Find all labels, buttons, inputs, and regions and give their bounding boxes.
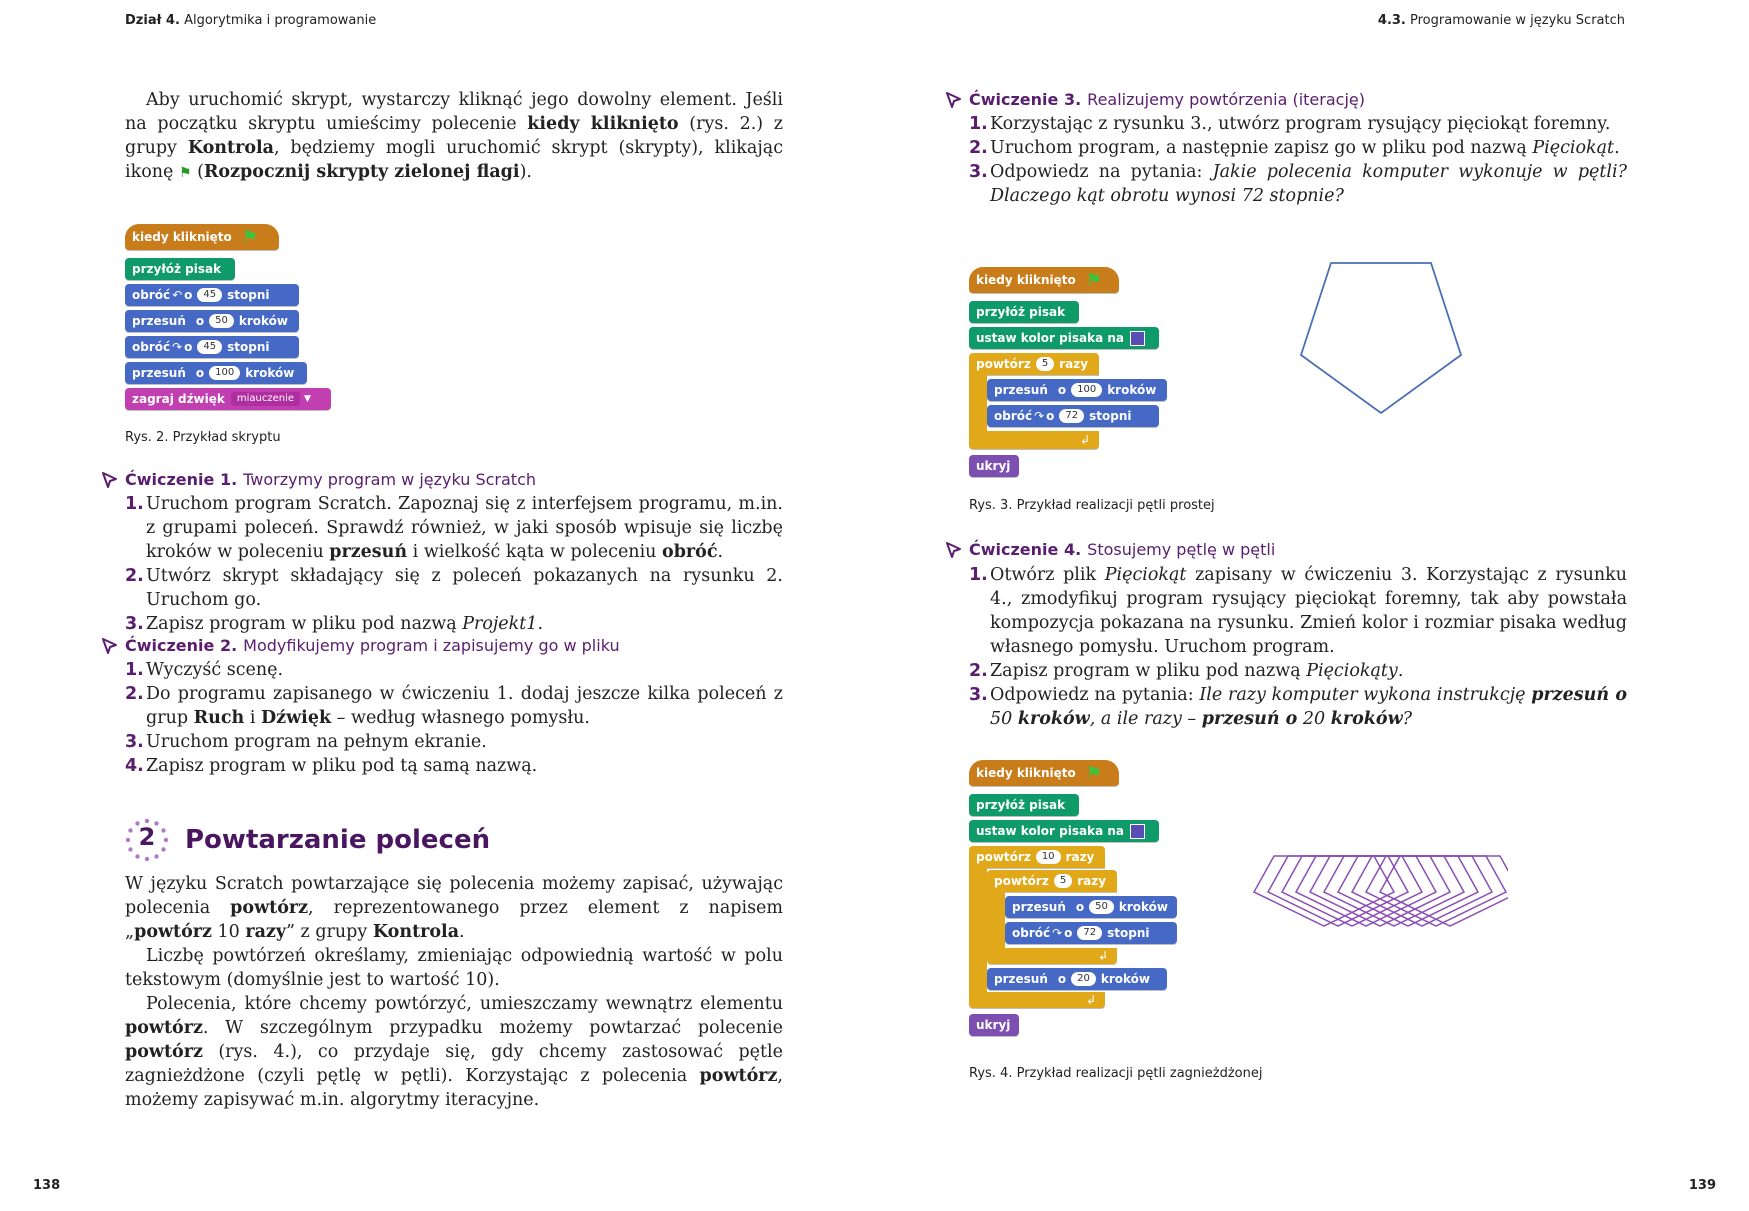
block-repeat: powtórz 5 razy	[969, 353, 1099, 375]
figure-3-caption: Rys. 3. Przykład realizacji pętli prostej	[969, 498, 1215, 513]
block-move: przesuń o 20 kroków	[987, 968, 1167, 990]
block-pen-down: przyłóż pisak	[969, 794, 1079, 816]
green-flag-icon: ⚑	[241, 226, 258, 248]
rotate-right-icon: ↷	[1052, 926, 1063, 940]
repeat-outer-end	[969, 992, 1105, 1008]
pentagon-drawing	[1295, 256, 1470, 416]
list-item: 2. Zapisz program w pliku pod nazwą Pięciokąty.	[969, 661, 1404, 681]
block-repeat-outer: powtórz 10 razy	[969, 846, 1105, 868]
rotate-right-icon: ↷	[1034, 409, 1045, 423]
block-turn-right: obróć ↷ o 72 stopni	[1005, 922, 1177, 944]
green-flag-icon: ⚑	[1085, 762, 1102, 784]
section-2-heading	[125, 818, 490, 862]
figure-2-caption: Rys. 2. Przykład skryptu	[125, 430, 281, 445]
block-set-pen-color: ustaw kolor pisaka na	[969, 327, 1159, 349]
list-item: 3. Zapisz program w pliku pod nazwą Projekt1.	[125, 614, 544, 634]
rotate-left-icon: ↶	[172, 288, 183, 302]
exercise-2-title: Ćwiczenie 2. Modyfikujemy program i zapisujemy go w pliku	[125, 636, 620, 655]
list-item: 1. Wyczyść scenę.	[125, 660, 284, 680]
block-play-sound: zagraj dźwięk miauczenie ▼	[125, 388, 331, 410]
loop-arrow-icon: ↲	[1097, 949, 1108, 963]
figure-2-script	[125, 212, 345, 422]
running-header-left: Dział 4. Algorytmika i programowanie	[125, 13, 377, 28]
repeat-c-bar	[969, 375, 987, 433]
block-when-clicked: kiedy kliknięto ⚑	[969, 267, 1119, 293]
exercise-1-title: Ćwiczenie 1. Tworzymy program w języku Scratch	[125, 470, 536, 489]
list-item: 1. Korzystając z rysunku 3., utwórz program rysujący pięciokąt foremny.	[969, 114, 1611, 134]
loop-arrow-icon: ↲	[1079, 433, 1090, 447]
exercise-3-title: Ćwiczenie 3. Realizujemy powtórzenia (iterację)	[969, 90, 1365, 109]
block-pen-down: przyłóż pisak	[969, 301, 1079, 323]
section-2-body: W języku Scratch powtarzające się polecenia możemy zapisać, używając polecenia powtórz, reprezentowanego przez element z napisem „powtórz 10 razy” z grupy Kontrola. Liczbę powtórzeń określamy, zmieniając odpowiednią wartość w polu tekstowym (domyślnie jest to wartość 10). Polecenia, które chcemy powtórzyć, umieszczamy wewnątrz elementu powtórz. W szczególnym przypadku możemy powtarzać polecenie powtórz (rys. 4.), co przydaje się, gdy chcemy zastosować pętle zagnieżdżone (czyli pętlę w pętli). Korzystając z polecenia powtórz, możemy zapisywać m.in. algorytmy iteracyjne.	[125, 874, 783, 1110]
block-pen-down: przyłóż pisak	[125, 258, 235, 280]
list-item: 3. Odpowiedz na pytania: Ile razy komputer wykona instrukcję przesuń o 50 kroków, a ile razy – przesuń o 20 kroków?	[969, 685, 1627, 729]
dropdown-arrow-icon: ▼	[304, 394, 311, 404]
list-item: 2. Do programu zapisanego w ćwiczeniu 1. dodaj jeszcze kilka poleceń z grup Ruch i Dźwięk – według własnego pomysłu.	[125, 684, 783, 728]
cursor-icon	[99, 637, 121, 655]
block-when-clicked: kiedy kliknięto ⚑	[125, 224, 279, 250]
block-move: przesuń o 50 kroków	[125, 310, 299, 332]
list-item: 2. Uruchom program, a następnie zapisz go w pliku pod nazwą Pięciokąt.	[969, 138, 1620, 158]
repeat-outer-c-bar	[969, 868, 987, 1000]
running-header-right: 4.3. Programowanie w języku Scratch	[1377, 13, 1625, 28]
exercise-4-list	[969, 563, 1627, 731]
block-turn-right: obróć ↷ o 45 stopni	[125, 336, 299, 358]
list-item: 3. Uruchom program na pełnym ekranie.	[125, 732, 487, 752]
block-move: przesuń o 100 kroków	[125, 362, 307, 384]
list-item: 1. Uruchom program Scratch. Zapoznaj się z interfejsem programu, m.in. z grupami poleceń. Sprawdź również, w jaki sposób wpisuje się liczbę kroków w poleceniu przesuń i wielkość kąta w poleceniu obróć.	[125, 494, 783, 562]
section-number-badge: 2	[125, 818, 169, 862]
cursor-icon	[943, 541, 965, 559]
repeat-inner-c-bar	[987, 892, 1005, 950]
pentagon-shape	[1301, 263, 1461, 413]
block-repeat-inner: powtórz 5 razy	[987, 870, 1117, 892]
block-move: przesuń o 50 kroków	[1005, 896, 1177, 918]
block-turn-right: obróć ↷ o 72 stopni	[987, 405, 1159, 427]
figure-3-script	[969, 255, 1189, 495]
block-turn-left: obróć ↶ o 45 stopni	[125, 284, 299, 306]
repeat-inner-end	[987, 948, 1117, 964]
green-flag-icon: ⚑	[178, 165, 192, 181]
figure-4-script	[969, 748, 1189, 1048]
block-set-pen-color: ustaw kolor pisaka na	[969, 820, 1159, 842]
section-title: Powtarzanie poleceń	[185, 825, 491, 855]
list-item: 3. Odpowiedz na pytania: Jakie polecenia komputer wykonuje w pętli? Dlaczego kąt obrotu wynosi 72 stopnie?	[969, 162, 1627, 206]
exercise-1-list	[125, 492, 783, 636]
list-item: 4. Zapisz program w pliku pod tą samą nazwą.	[125, 756, 538, 776]
page-number-right: 139	[1688, 1178, 1716, 1193]
exercise-3-list	[969, 112, 1627, 208]
exercise-2-list	[125, 658, 783, 778]
cursor-icon	[943, 91, 965, 109]
list-item: 1. Otwórz plik Pięciokąt zapisany w ćwiczeniu 3. Korzystając z rysunku 4., zmodyfikuj program rysujący pięciokąt foremny, tak aby powstała kompozycja pokazana na rysunku. Zmień kolor i rozmiar pisaka według własnego pomysłu. Uruchom program.	[969, 565, 1628, 657]
green-flag-icon: ⚑	[1085, 269, 1102, 291]
block-when-clicked: kiedy kliknięto ⚑	[969, 760, 1119, 786]
nested-pentagons-drawing	[1248, 852, 1508, 932]
block-hide: ukryj	[969, 455, 1019, 477]
repeat-end	[969, 431, 1099, 449]
color-swatch	[1130, 824, 1145, 839]
block-hide: ukryj	[969, 1014, 1019, 1036]
list-item: 2. Utwórz skrypt składający się z poleceń pokazanych na rysunku 2. Uruchom go.	[125, 566, 783, 610]
block-move: przesuń o 100 kroków	[987, 379, 1167, 401]
page-number-left: 138	[33, 1178, 61, 1193]
exercise-4-title: Ćwiczenie 4. Stosujemy pętlę w pętli	[969, 540, 1275, 559]
intro-paragraph: Aby uruchomić skrypt, wystarczy kliknąć jego dowolny element. Jeśli na początku skryptu umieścimy polecenie kiedy kliknięto (rys. 2.) z grupy Kontrola, będziemy mogli uruchomić skrypt (skrypty), klikając ikonę ⚑ (Rozpocznij skrypty zielonej flagi).	[125, 90, 783, 182]
cursor-icon	[99, 471, 121, 489]
loop-arrow-icon: ↲	[1085, 993, 1096, 1007]
color-swatch	[1130, 331, 1145, 346]
figure-4-caption: Rys. 4. Przykład realizacji pętli zagnieżdżonej	[969, 1066, 1263, 1081]
rotate-right-icon: ↷	[172, 340, 183, 354]
